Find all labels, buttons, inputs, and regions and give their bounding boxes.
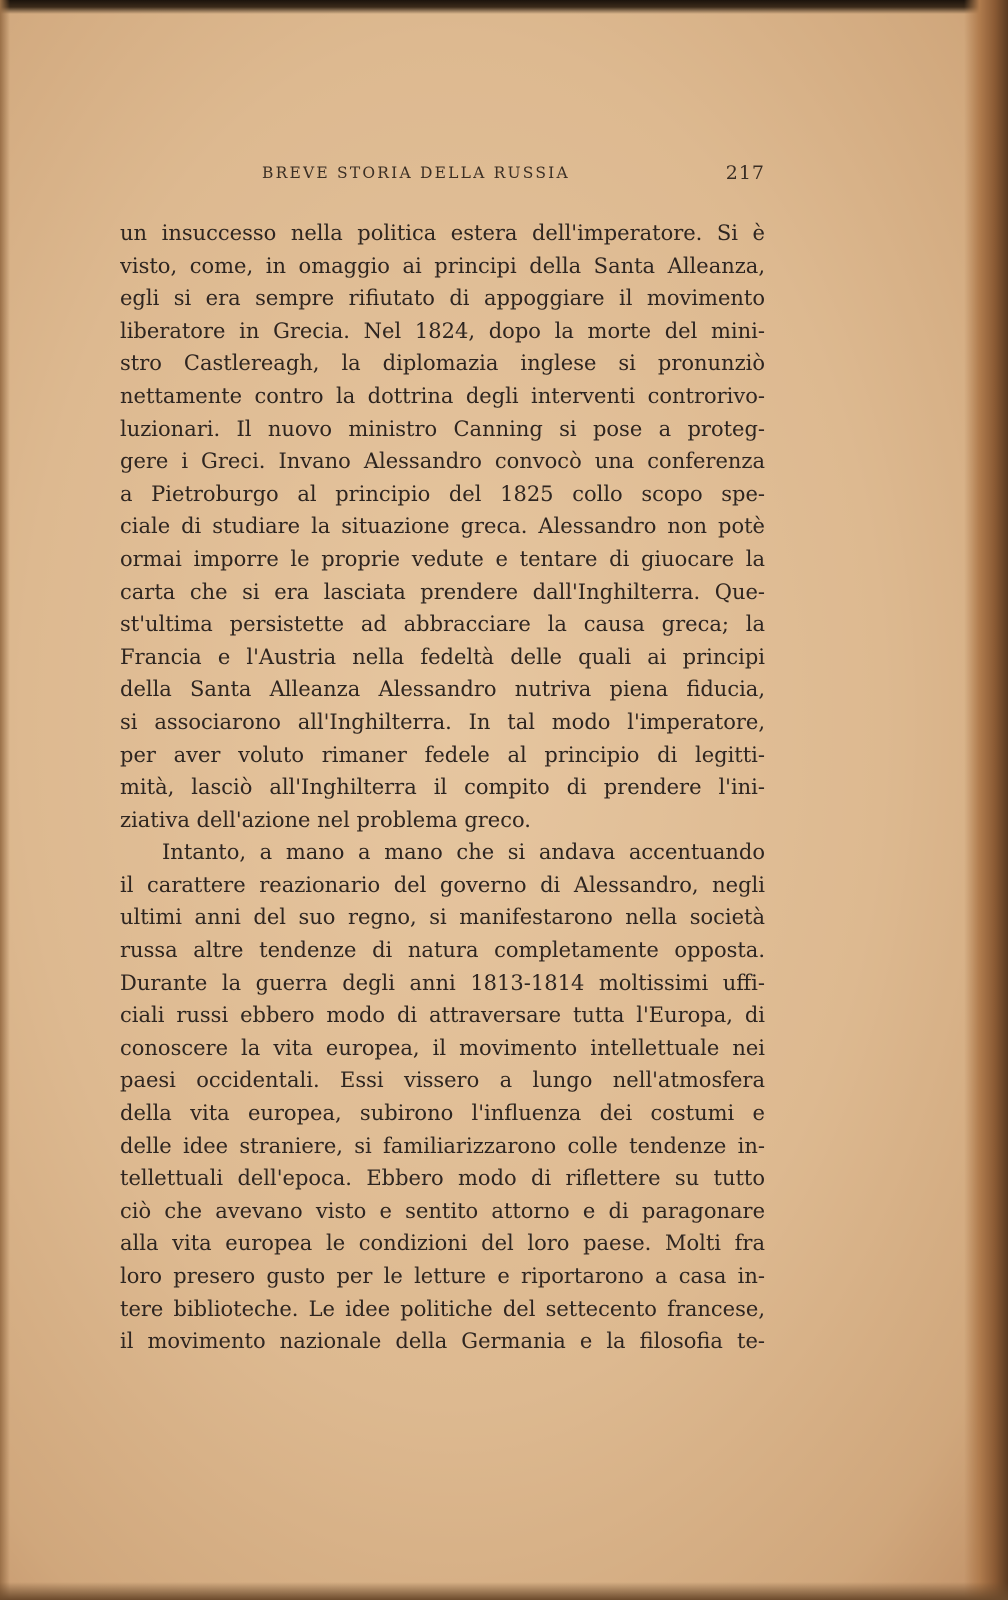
text-line: paesi occidentali. Essi vissero a lungo nell'atmosfera (120, 1068, 765, 1093)
page-top-edge (0, 0, 1008, 14)
text-line: ciali russi ebbero modo di attraversare tutta l'Europa, di (120, 1003, 765, 1028)
text-line: tere biblioteche. Le idee politiche del settecento francese, (120, 1296, 765, 1321)
text-line: Francia e l'Austria nella fedeltà delle quali ai principi (120, 644, 765, 669)
text-line: il movimento nazionale della Germania e la filosofia te- (120, 1329, 765, 1354)
page-number: 217 (725, 162, 765, 184)
text-line: ultimi anni del suo regno, si manifestarono nella società (120, 905, 765, 930)
paragraph (120, 217, 765, 836)
text-line: loro presero gusto per le letture e riportarono a casa in- (120, 1264, 765, 1288)
text-line: ciale di studiare la situazione greca. Alessandro non potè (120, 514, 765, 539)
text-line: russa altre tendenze di natura completamente opposta. (120, 938, 765, 963)
text-line: visto, come, in omaggio ai principi della Santa Alleanza, (120, 253, 765, 278)
text-line: della vita europea, subirono l'influenza dei costumi e (120, 1101, 765, 1126)
text-line: stro Castlereagh, la diplomazia inglese si pronunziò (120, 351, 765, 376)
text-line: Intanto, a mano a mano che si andava accentuando (162, 840, 765, 865)
text-line: Durante la guerra degli anni 1813-1814 moltissimi uffi- (120, 970, 765, 995)
text-line: per aver voluto rimaner fedele al principio di legitti- (120, 742, 765, 767)
running-title: BREVE STORIA DELLA RUSSIA (262, 164, 570, 182)
text-line: delle idee straniere, si familiarizzarono colle tendenze in- (120, 1133, 765, 1158)
text-line: un insuccesso nella politica estera dell'imperatore. Si è (120, 221, 765, 245)
text-line: ciò che avevano visto e sentito attorno e di paragonare (120, 1198, 765, 1223)
text-line: mità, lasciò all'Inghilterra il compito di prendere l'ini- (120, 775, 765, 800)
text-line: carta che si era lasciata prendere dall'Inghilterra. Que- (120, 579, 765, 604)
text-line: conoscere la vita europea, il movimento intellettuale nei (120, 1035, 765, 1060)
text-line: liberatore in Grecia. Nel 1824, dopo la morte del mini- (120, 318, 765, 343)
text-line: alla vita europea le condizioni del loro paese. Molti fra (120, 1231, 765, 1256)
text-line: st'ultima persistette ad abbracciare la causa greca; la (120, 612, 765, 637)
text-line: ziativa dell'azione nel problema greco. (120, 807, 531, 832)
text-line: egli si era sempre rifiutato di appoggiare il movimento (120, 286, 765, 311)
body-text (120, 217, 765, 1358)
text-line: gere i Greci. Invano Alessandro convocò una conferenza (120, 449, 765, 474)
page-left-edge (0, 0, 10, 1600)
text-line: a Pietroburgo al principio del 1825 collo scopo spe- (120, 481, 765, 506)
text-line: luzionari. Il nuovo ministro Canning si pose a proteg- (120, 416, 765, 441)
text-line: della Santa Alleanza Alessandro nutriva piena fiducia, (120, 677, 765, 702)
page-bottom-edge (0, 1582, 1008, 1600)
text-line: ormai imporre le proprie vedute e tentare di giuocare la (120, 546, 765, 571)
text-line: tellettuali dell'epoca. Ebbero modo di riflettere su tutto (120, 1166, 765, 1191)
page-header (120, 160, 765, 190)
text-line: nettamente contro la dottrina degli interventi controrivo- (120, 383, 765, 408)
text-line: il carattere reazionario del governo di Alessandro, negli (120, 872, 765, 897)
page-right-edge (964, 0, 1008, 1600)
text-line: si associarono all'Inghilterra. In tal modo l'imperatore, (120, 709, 765, 734)
paragraph (120, 836, 765, 1358)
